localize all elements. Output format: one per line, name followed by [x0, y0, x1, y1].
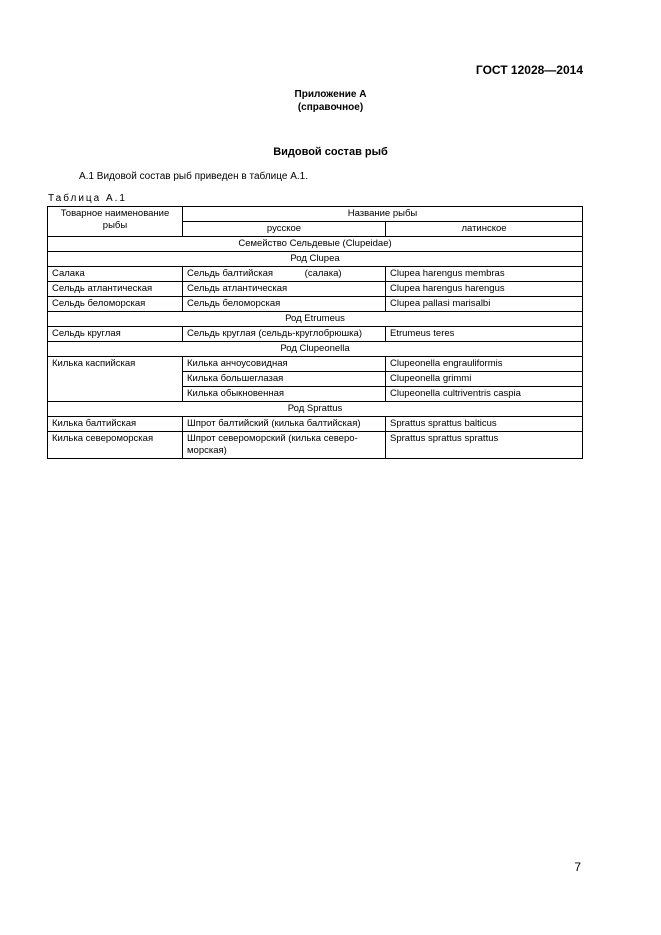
- header-trade-name: Товарное наименование рыбы: [48, 207, 183, 237]
- table-row: [48, 417, 583, 432]
- russian-name-cell: Сельдь круглая (сельдь-круглобрюшка): [183, 327, 386, 342]
- genus-row: [48, 252, 583, 267]
- intro-paragraph: А.1 Видовой состав рыб приведен в таблице А.1.: [79, 171, 308, 182]
- table-row: [48, 327, 583, 342]
- standard-code: ГОСТ 12028—2014: [475, 63, 583, 77]
- header-fish-name: Название рыбы: [183, 207, 583, 222]
- russian-name-cell: Шпрот балтийский (килька балтийская): [183, 417, 386, 432]
- family-row: [48, 237, 583, 252]
- genus-row: [48, 402, 583, 417]
- latin-name-cell: Clupea harengus membras: [386, 267, 583, 282]
- header-latin: латинское: [386, 222, 583, 237]
- russian-name-cell: Сельдь беломорская: [183, 297, 386, 312]
- trade-name-cell: Килька каспийская: [48, 357, 183, 402]
- russian-name-cell: Шпрот североморский (килька северо-морская): [183, 432, 386, 459]
- genus-row: [48, 312, 583, 327]
- table-caption: Таблица А.1: [48, 193, 127, 204]
- table-row: [48, 267, 583, 282]
- russian-name-cell: Килька большеглазая: [183, 372, 386, 387]
- latin-name-cell: Sprattus sprattus balticus: [386, 417, 583, 432]
- appendix-heading: [0, 88, 661, 114]
- table-header-row: [48, 207, 583, 222]
- table-row: [48, 282, 583, 297]
- latin-name-cell: Clupeonella cultriventris caspia: [386, 387, 583, 402]
- latin-name-cell: Clupeonella grimmi: [386, 372, 583, 387]
- family-label: Семейство Сельдевые (Clupeidae): [48, 237, 583, 252]
- russian-name-cell: Килька обыкновенная: [183, 387, 386, 402]
- section-title: Видовой состав рыб: [273, 146, 388, 158]
- russian-name-cell: Сельдь балтийская (салака): [183, 267, 386, 282]
- table-row: [48, 297, 583, 312]
- genus-etrumeus-label: Род Etrumeus: [48, 312, 583, 327]
- genus-clupeonella-label: Род Clupeonella: [48, 342, 583, 357]
- trade-name-cell: Килька североморская: [48, 432, 183, 459]
- russian-name-cell: Сельдь атлантическая: [183, 282, 386, 297]
- russian-name-cell: Килька анчоусовидная: [183, 357, 386, 372]
- latin-name-cell: Clupeonella engrauliformis: [386, 357, 583, 372]
- trade-name-cell: Сельдь беломорская: [48, 297, 183, 312]
- genus-row: [48, 342, 583, 357]
- trade-name-cell: Салака: [48, 267, 183, 282]
- genus-clupea-label: Род Clupea: [48, 252, 583, 267]
- trade-name-cell: Сельдь атлантическая: [48, 282, 183, 297]
- latin-name-cell: Clupea harengus harengus: [386, 282, 583, 297]
- trade-name-cell: Сельдь круглая: [48, 327, 183, 342]
- trade-name-cell: Килька балтийская: [48, 417, 183, 432]
- table-row: [48, 357, 583, 372]
- header-russian: русское: [183, 222, 386, 237]
- page-number: 7: [574, 860, 581, 874]
- latin-name-cell: Etrumeus teres: [386, 327, 583, 342]
- genus-sprattus-label: Род Sprattus: [48, 402, 583, 417]
- fish-species-table: [47, 206, 583, 459]
- latin-name-cell: Clupea pallasi marisalbi: [386, 297, 583, 312]
- appendix-subtitle: (справочное): [297, 102, 364, 113]
- latin-name-cell: Sprattus sprattus sprattus: [386, 432, 583, 459]
- appendix-title: Приложение А: [294, 89, 367, 100]
- table-row: [48, 432, 583, 459]
